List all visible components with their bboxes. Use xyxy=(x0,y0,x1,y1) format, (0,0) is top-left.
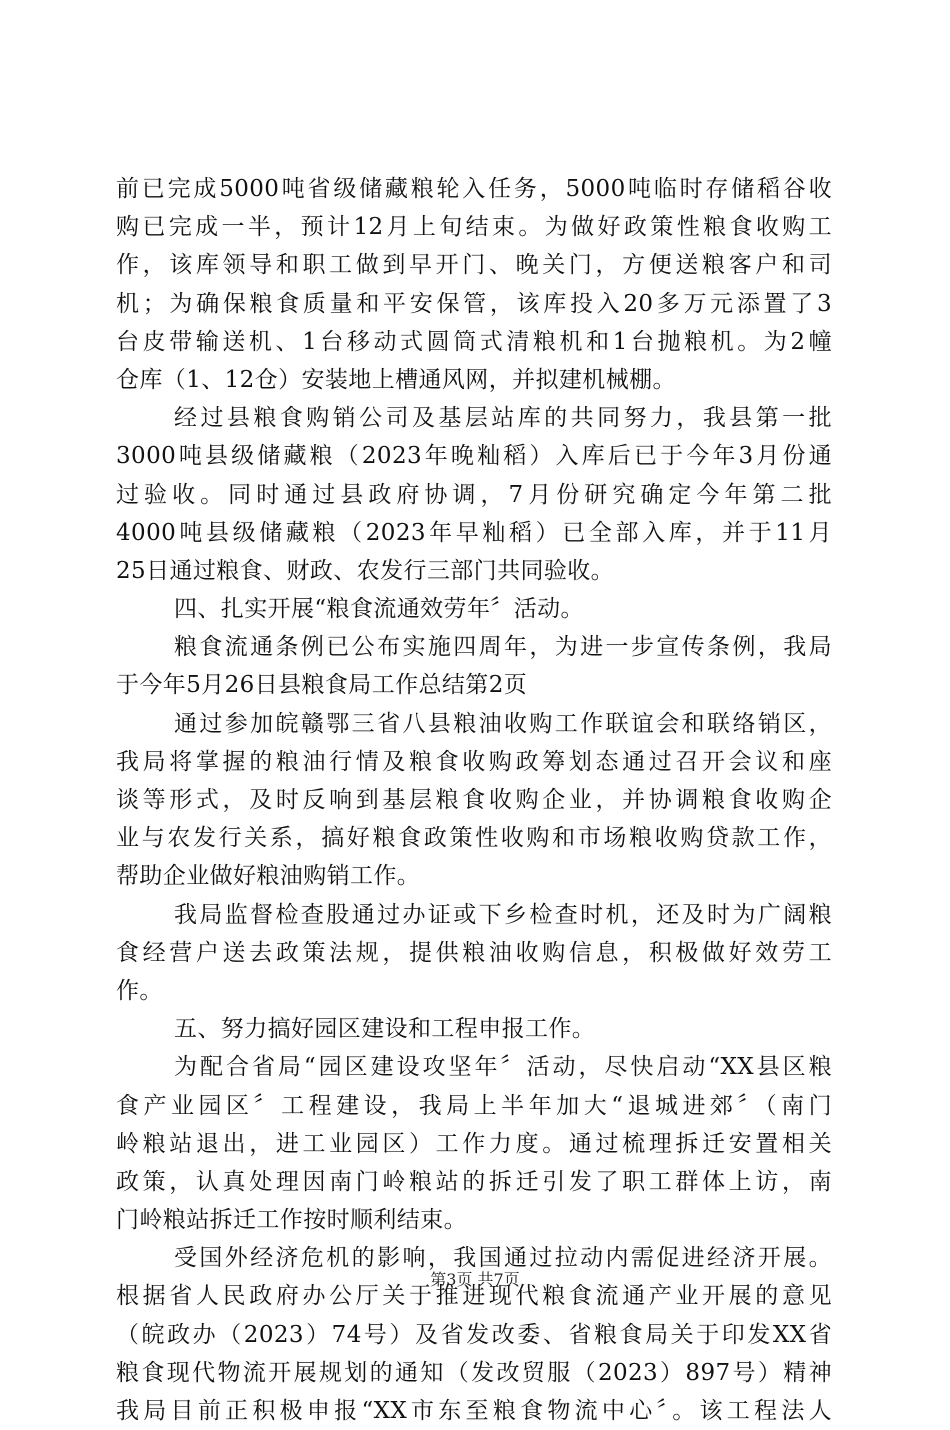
text-line: 岭粮站退出，进工业园区）工作力度。通过梳理拆迁安置相关 xyxy=(116,1130,832,1157)
text-line: 帮助企业做好粮油购销工作。 xyxy=(116,863,421,890)
text-line: 3000吨县级储藏粮（2023年晚籼稻）入库后已于今年3月份通 xyxy=(116,443,832,470)
text-line: 于今年5月26日县粮食局工作总结第2页 xyxy=(116,672,528,699)
text-line: 业与农发行关系，搞好粮食政策性收购和市场粮收购贷款工作， xyxy=(116,825,832,852)
text-line: 台皮带输送机、1台移动式圆筒式清粮机和1台抛粮机。为2幢 xyxy=(116,328,832,355)
text-line: 政策，认真处理因南门岭粮站的拆迁引发了职工群体上访，南 xyxy=(116,1168,832,1195)
text-line: 食经营户送去政策法规，提供粮油收购信息，积极做好效劳工 xyxy=(116,939,832,966)
page-footer: 第3页 共7页 xyxy=(430,1270,520,1289)
text-line: 粮食流通条例已公布实施四周年，为进一步宣传条例，我局 xyxy=(174,634,832,661)
text-line: 过验收。同时通过县政府协调，7月份研究确定今年第二批 xyxy=(116,481,832,508)
text-line: 仓库（1、12仓）安装地上槽通风网，并拟建机械棚。 xyxy=(116,366,676,393)
text-line: 我局将掌握的粮油行情及粮食收购政筹划态通过召开会议和座 xyxy=(116,748,832,775)
text-line: （皖政办（2023）74号）及省发改委、省粮食局关于印发XX省 xyxy=(116,1321,832,1348)
text-line: 购已完成一半，预计12月上旬结束。为做好政策性粮食收购工 xyxy=(116,214,832,241)
text-line: 受国外经济危机的影响，我国通过拉动内需促进经济开展。 xyxy=(174,1245,832,1272)
text-line: 4000吨县级储藏粮（2023年早籼稻）已全部入库，并于11月 xyxy=(116,519,832,546)
document-body xyxy=(116,170,832,1430)
text-line: 为配合省局“园区建设攻坚年〞活动，尽快启动“XX县区粮 xyxy=(174,1054,832,1081)
text-line: 通过参加皖赣鄂三省八县粮油收购工作联谊会和联络销区， xyxy=(174,710,832,737)
text-line: 根据省人民政府办公厅关于推进现代粮食流通产业开展的意见 xyxy=(116,1283,832,1310)
text-line: 经过县粮食购销公司及基层站库的共同努力，我县第一批 xyxy=(174,405,832,432)
text-line: 作。 xyxy=(116,977,163,1004)
text-line: 谈等形式，及时反响到基层粮食收购企业，并协调粮食收购企 xyxy=(116,787,832,813)
text-line: 25日通过粮食、财政、农发行三部门共同验收。 xyxy=(116,557,615,584)
text-line: 四、扎实开展“粮食流通效劳年〞活动。 xyxy=(174,596,584,623)
text-line: 五、努力搞好园区建设和工程申报工作。 xyxy=(174,1016,596,1043)
text-line: 前已完成5000吨省级储藏粮轮入任务，5000吨临时存储稻谷收 xyxy=(116,176,832,202)
text-line: 机；为确保粮食质量和平安保管，该库投入20多万元添置了3 xyxy=(116,290,832,317)
text-line: 门岭粮站拆迁工作按时顺利结束。 xyxy=(116,1207,467,1234)
text-line: 食产业园区〞工程建设，我局上半年加大“退城进郊〞（南门 xyxy=(116,1092,832,1119)
text-line: 粮食现代物流开展规划的通知（发改贸服（2023）897号）精神 xyxy=(116,1359,832,1386)
text-line: 我局目前正积极申报“XX市东至粮食物流中心〞。该工程法人 xyxy=(116,1398,832,1424)
text-line: 我局监督检查股通过办证或下乡检查时机，还及时为广阔粮 xyxy=(174,901,832,928)
text-line: 作，该库领导和职工做到早开门、晚关门，方便送粮客户和司 xyxy=(116,252,832,279)
